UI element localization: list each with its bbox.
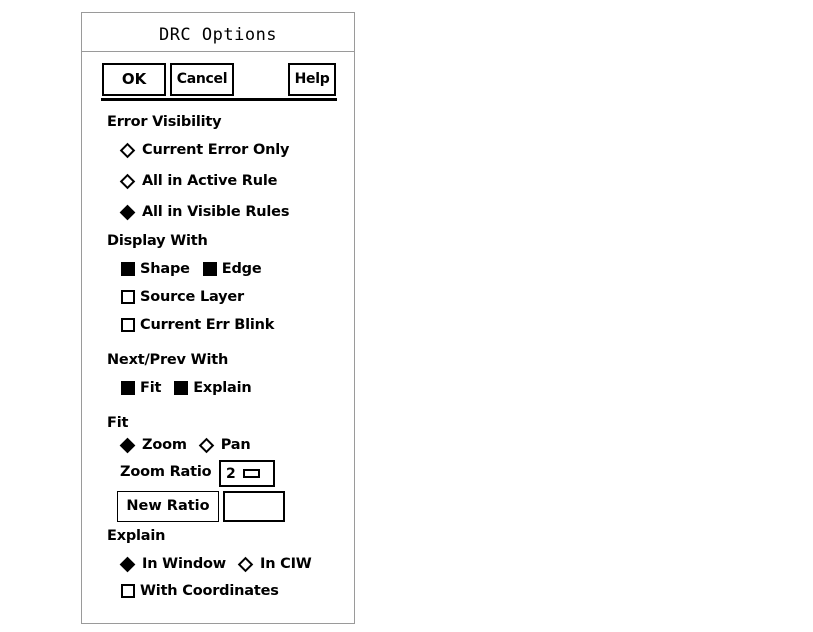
radio-label: All in Visible Rules	[142, 204, 290, 220]
drc-options-dialog	[81, 12, 355, 624]
error-visibility-heading: Error Visibility	[107, 114, 222, 130]
checkbox-label: Source Layer	[140, 289, 244, 305]
fit-mode-row	[119, 436, 251, 454]
next-prev-with-heading: Next/Prev With	[107, 352, 229, 368]
explain-mode-row	[119, 555, 312, 573]
checkbox-checked-icon	[203, 262, 217, 276]
fit-heading: Fit	[107, 415, 129, 431]
radio-all-in-visible-rules[interactable]	[119, 203, 289, 221]
dialog-title: DRC Options	[82, 13, 354, 52]
diamond-radio-selected-icon	[120, 437, 136, 453]
diamond-radio-selected-icon	[120, 556, 136, 572]
checkbox-fit[interactable]	[121, 379, 161, 397]
radio-all-in-active-rule[interactable]	[119, 172, 277, 190]
checkbox-label: Current Err Blink	[140, 317, 275, 333]
checkbox-label: Fit	[140, 380, 162, 396]
checkbox-label: With Coordinates	[140, 583, 279, 599]
radio-label: In CIW	[260, 556, 312, 572]
checkbox-unchecked-icon	[121, 290, 135, 304]
new-ratio-button[interactable]: New Ratio	[117, 491, 219, 522]
radio-label: Zoom	[142, 437, 187, 453]
help-button[interactable]: Help	[288, 63, 336, 96]
checkbox-label: Explain	[193, 380, 252, 396]
checkbox-edge[interactable]	[203, 260, 262, 278]
radio-label: All in Active Rule	[142, 173, 278, 189]
checkbox-source-layer[interactable]	[121, 288, 244, 306]
option-menu-toggle-icon	[243, 469, 260, 478]
diamond-radio-icon	[120, 173, 136, 189]
checkbox-checked-icon	[121, 262, 135, 276]
checkbox-unchecked-icon	[121, 318, 135, 332]
checkbox-label: Shape	[140, 261, 190, 277]
display-with-heading: Display With	[107, 233, 208, 249]
ok-button[interactable]: OK	[102, 63, 166, 96]
checkbox-explain[interactable]	[174, 379, 251, 397]
radio-label: Pan	[220, 437, 251, 453]
explain-heading: Explain	[107, 528, 166, 544]
diamond-radio-icon	[238, 556, 254, 572]
radio-zoom[interactable]	[119, 436, 187, 454]
radio-label: Current Error Only	[142, 142, 290, 158]
checkbox-label: Edge	[221, 261, 262, 277]
zoom-ratio-value: 2	[226, 465, 236, 482]
radio-in-window[interactable]	[119, 555, 226, 573]
zoom-ratio-selector[interactable]	[219, 460, 275, 487]
checkbox-with-coordinates[interactable]	[121, 582, 279, 600]
diamond-radio-icon	[198, 437, 214, 453]
button-bar-divider	[101, 98, 337, 101]
radio-pan[interactable]	[198, 436, 251, 454]
display-with-row	[121, 260, 261, 278]
cancel-button[interactable]: Cancel	[170, 63, 234, 96]
radio-current-error-only[interactable]	[119, 141, 289, 159]
radio-in-ciw[interactable]	[237, 555, 312, 573]
checkbox-checked-icon	[174, 381, 188, 395]
new-ratio-input[interactable]	[223, 491, 285, 522]
radio-label: In Window	[142, 556, 226, 572]
next-prev-row	[121, 379, 252, 397]
checkbox-shape[interactable]	[121, 260, 190, 278]
checkbox-checked-icon	[121, 381, 135, 395]
diamond-radio-icon	[120, 142, 136, 158]
checkbox-unchecked-icon	[121, 584, 135, 598]
zoom-ratio-label: Zoom Ratio	[120, 464, 212, 480]
diamond-radio-selected-icon	[120, 204, 136, 220]
checkbox-current-err-blink[interactable]	[121, 316, 274, 334]
